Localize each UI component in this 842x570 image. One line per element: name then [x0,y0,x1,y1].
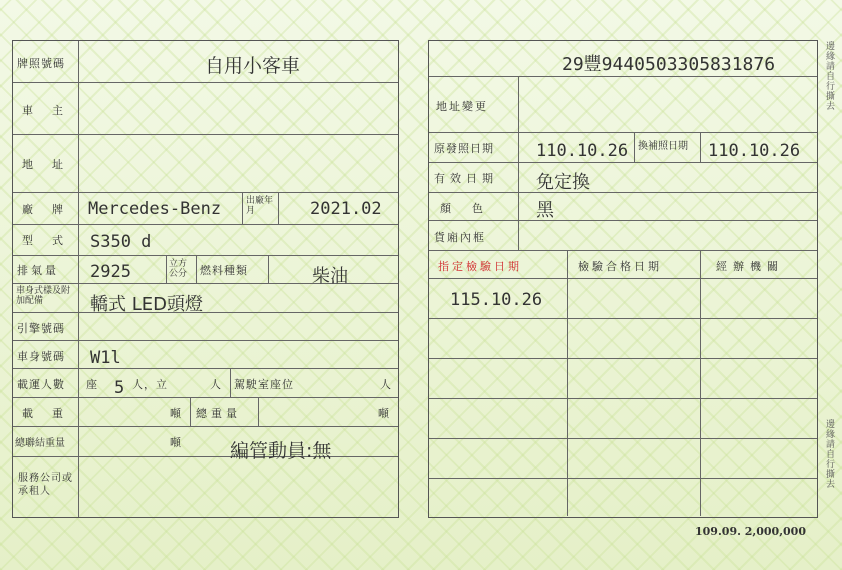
label-ton-3: 噸 [170,436,182,449]
note-value: 編管動員:無 [230,440,332,462]
label-cc-unit: 立方公分 [169,259,188,279]
label-model: 型 式 [22,234,67,247]
label-service-company: 服務公司或承租人 [18,473,73,497]
label-plate: 牌照號碼 [17,57,65,70]
label-person-comma: 人，立 [132,378,168,391]
serial-number: 29豐9440503305831876 [562,54,776,75]
reissue-date-value: 110.10.26 [708,141,801,161]
label-passengers: 載運人數 [17,378,65,391]
label-issue-date: 原發照日期 [434,142,494,155]
label-gross-weight: 總重量 [196,407,241,420]
label-body-style: 車身式樣及附加配備 [16,286,71,306]
label-seat: 座 [86,378,98,391]
label-owner: 車 主 [22,104,67,117]
displacement-value: 2925 [90,262,131,282]
model-value: S350 d [90,232,152,252]
label-inspection-passed: 檢驗合格日期 [578,260,662,273]
body-style-value: 轎式 LED頭燈 [90,294,203,315]
label-address: 地 址 [22,158,67,171]
label-person: 人 [210,378,222,391]
valid-value: 免定換 [536,172,590,193]
label-address-change: 地址變更 [436,100,488,113]
label-fuel-type: 燃料種類 [200,264,248,277]
vehicle-type-value: 自用小客車 [205,55,301,77]
body-no-value: W1l [90,348,121,368]
tear-note-top: 邊緣請自行撕去 [826,42,836,112]
label-valid-date: 有效日期 [434,172,498,185]
seats-value: 5 [114,378,125,398]
label-color: 顏 色 [440,202,488,215]
label-reissue-date: 換補照日期 [638,141,688,152]
issue-date-value: 110.10.26 [536,141,629,161]
label-mfg-date: 出廠年月 [246,196,274,216]
mfg-date-value: 2021.02 [310,199,382,219]
label-engine-no: 引擎號碼 [17,322,65,335]
tear-note-bottom: 邊緣請自行撕去 [826,420,836,490]
color-value: 黑 [536,200,554,221]
fuel-value: 柴油 [312,266,348,287]
label-brand: 廠 牌 [22,203,67,216]
label-cargo-box: 貨廂內框 [434,231,486,244]
label-body-no: 車身號碼 [17,350,65,363]
label-combined-weight: 總聯結重量 [15,438,65,449]
label-displacement: 排氣量 [17,264,59,277]
label-ton-1: 噸 [170,407,182,420]
label-agency: 經辦機關 [716,260,784,273]
inspection-date-value: 115.10.26 [450,290,543,310]
label-load: 載 重 [22,407,67,420]
brand-value: Mercedes-Benz [88,199,222,219]
print-info: 109.09. 2,000,000 [695,525,806,538]
label-ton-2: 噸 [378,407,390,420]
label-driver-seat: 駕駛室座位 [234,378,294,391]
label-designated-inspection: 指定檢驗日期 [438,260,522,273]
label-person-2: 人 [380,378,392,391]
